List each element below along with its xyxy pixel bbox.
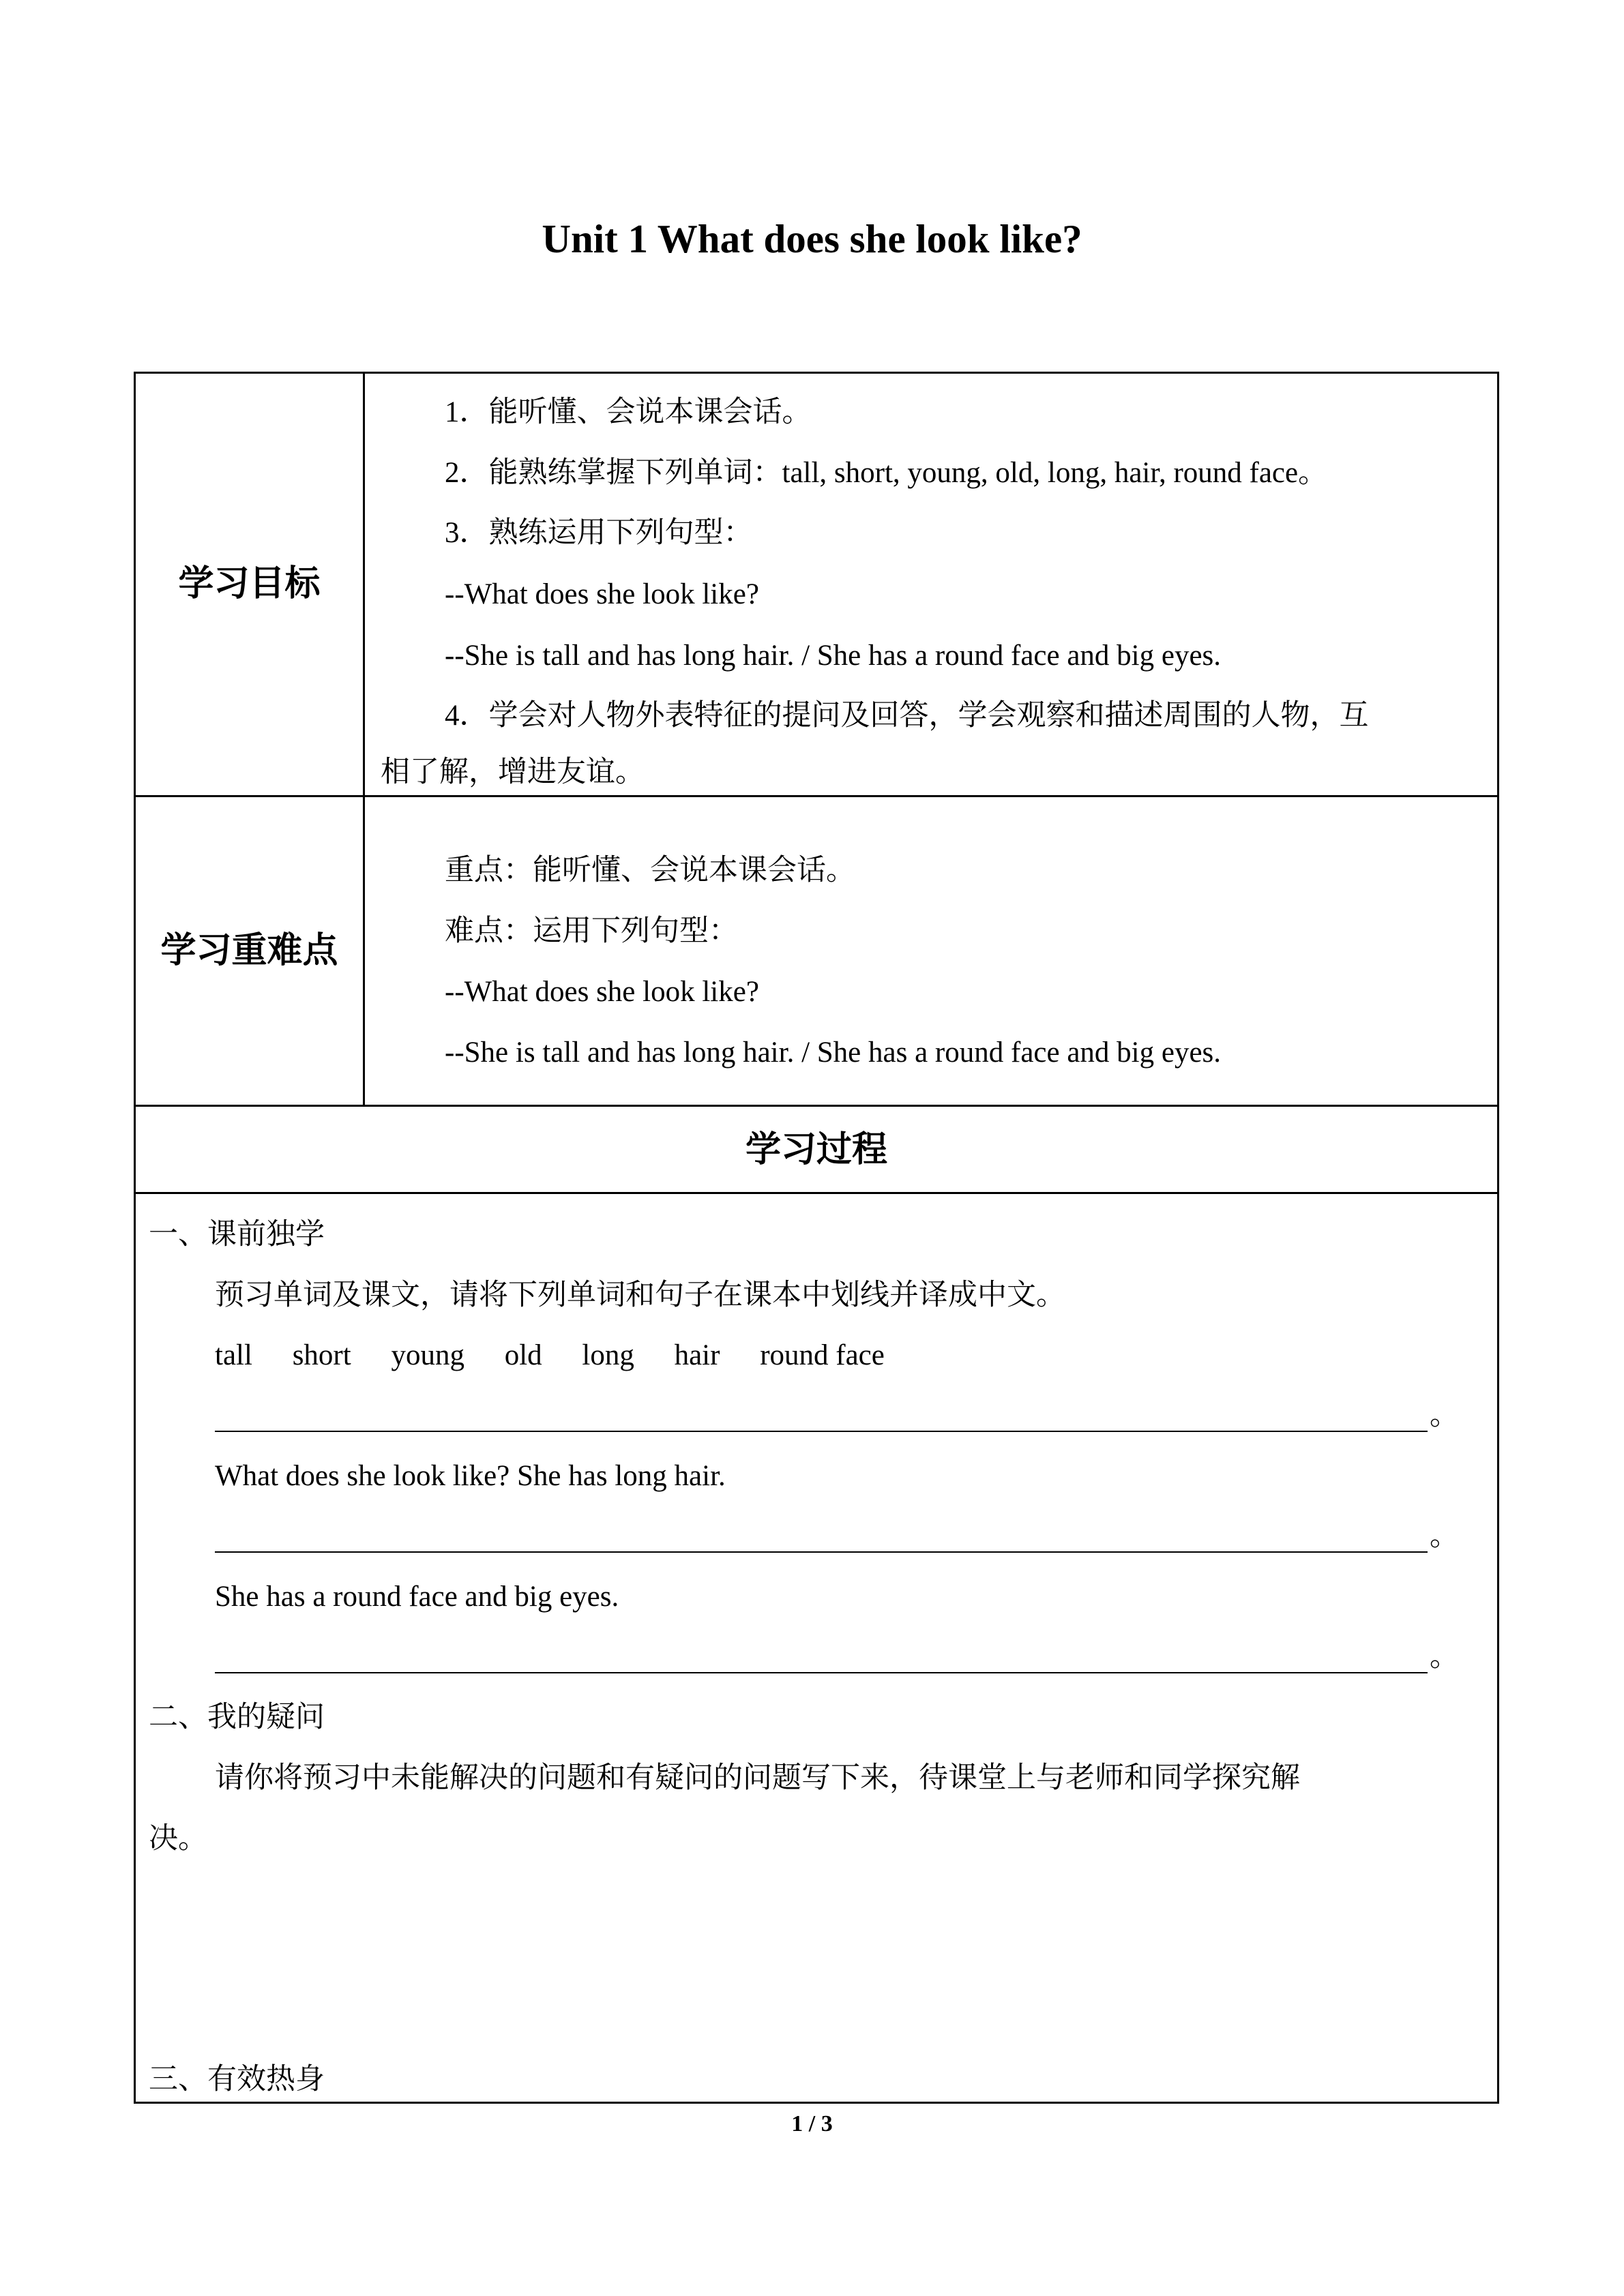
column-divider xyxy=(363,372,365,797)
blank-period: 。 xyxy=(1430,1641,1459,1673)
document-title: Unit 1 What does she look like? xyxy=(542,216,1082,261)
part1-heading: 一、课前独学 xyxy=(149,1219,325,1251)
objective-item: 4．学会对人物外表特征的提问及回答，学会观察和描述周围的人物，互 xyxy=(445,700,1369,732)
answer-blank[interactable] xyxy=(215,1551,1428,1553)
vocabulary-list xyxy=(215,1335,917,1376)
practice-sentence: She has a round face and big eyes. xyxy=(215,1581,619,1613)
key-points-label: 学习重难点 xyxy=(160,930,338,971)
row-divider xyxy=(134,795,1499,797)
vocab-word: long xyxy=(582,1339,634,1371)
key-point-item: 难点：运用下列句型： xyxy=(445,915,738,947)
part1-instruction: 预习单词及课文，请将下列单词和句子在课本中划线并译成中文。 xyxy=(215,1279,1065,1311)
objective-item: 1．能听懂、会说本课会话。 xyxy=(445,396,812,428)
answer-blank[interactable] xyxy=(215,1431,1428,1432)
vocab-word: short xyxy=(292,1339,351,1371)
part2-heading: 二、我的疑问 xyxy=(149,1701,325,1733)
vocab-word: round face xyxy=(760,1339,885,1371)
vocab-word: old xyxy=(504,1339,542,1371)
objectives-label: 学习目标 xyxy=(178,563,321,604)
key-point-item: --What does she look like? xyxy=(445,976,759,1008)
key-point-item: --She is tall and has long hair. / She has a round face and big eyes. xyxy=(445,1037,1222,1069)
part3-heading: 三、有效热身 xyxy=(149,2063,325,2096)
part2-instruction: 决。 xyxy=(149,1823,207,1855)
objective-item: --What does she look like? xyxy=(445,578,759,610)
lesson-table xyxy=(134,372,1499,2104)
objective-item: 3．熟练运用下列句型： xyxy=(445,517,753,549)
row-divider xyxy=(134,1105,1499,1107)
process-title: 学习过程 xyxy=(745,1129,887,1170)
page-number: 1 / 3 xyxy=(791,2111,833,2136)
answer-blank[interactable] xyxy=(215,1672,1428,1673)
key-point-item: 重点：能听懂、会说本课会话。 xyxy=(445,854,855,886)
column-divider xyxy=(363,795,365,1107)
objective-item: 相了解，增进友谊。 xyxy=(381,756,645,788)
objective-item: 2．能熟练掌握下列单词：tall, short, young, old, long, hair, round face。 xyxy=(445,457,1328,489)
blank-period: 。 xyxy=(1430,1399,1459,1431)
row-divider xyxy=(134,1192,1499,1194)
practice-sentence: What does she look like? She has long hair. xyxy=(215,1460,726,1492)
objective-item: --She is tall and has long hair. / She has a round face and big eyes. xyxy=(445,640,1222,672)
part2-instruction: 请你将预习中未能解决的问题和有疑问的问题写下来，待课堂上与老师和同学探究解 xyxy=(215,1762,1300,1794)
vocab-word: tall xyxy=(215,1339,252,1371)
vocab-word: hair xyxy=(674,1339,720,1371)
blank-period: 。 xyxy=(1430,1520,1459,1552)
vocab-word: young xyxy=(391,1339,464,1371)
